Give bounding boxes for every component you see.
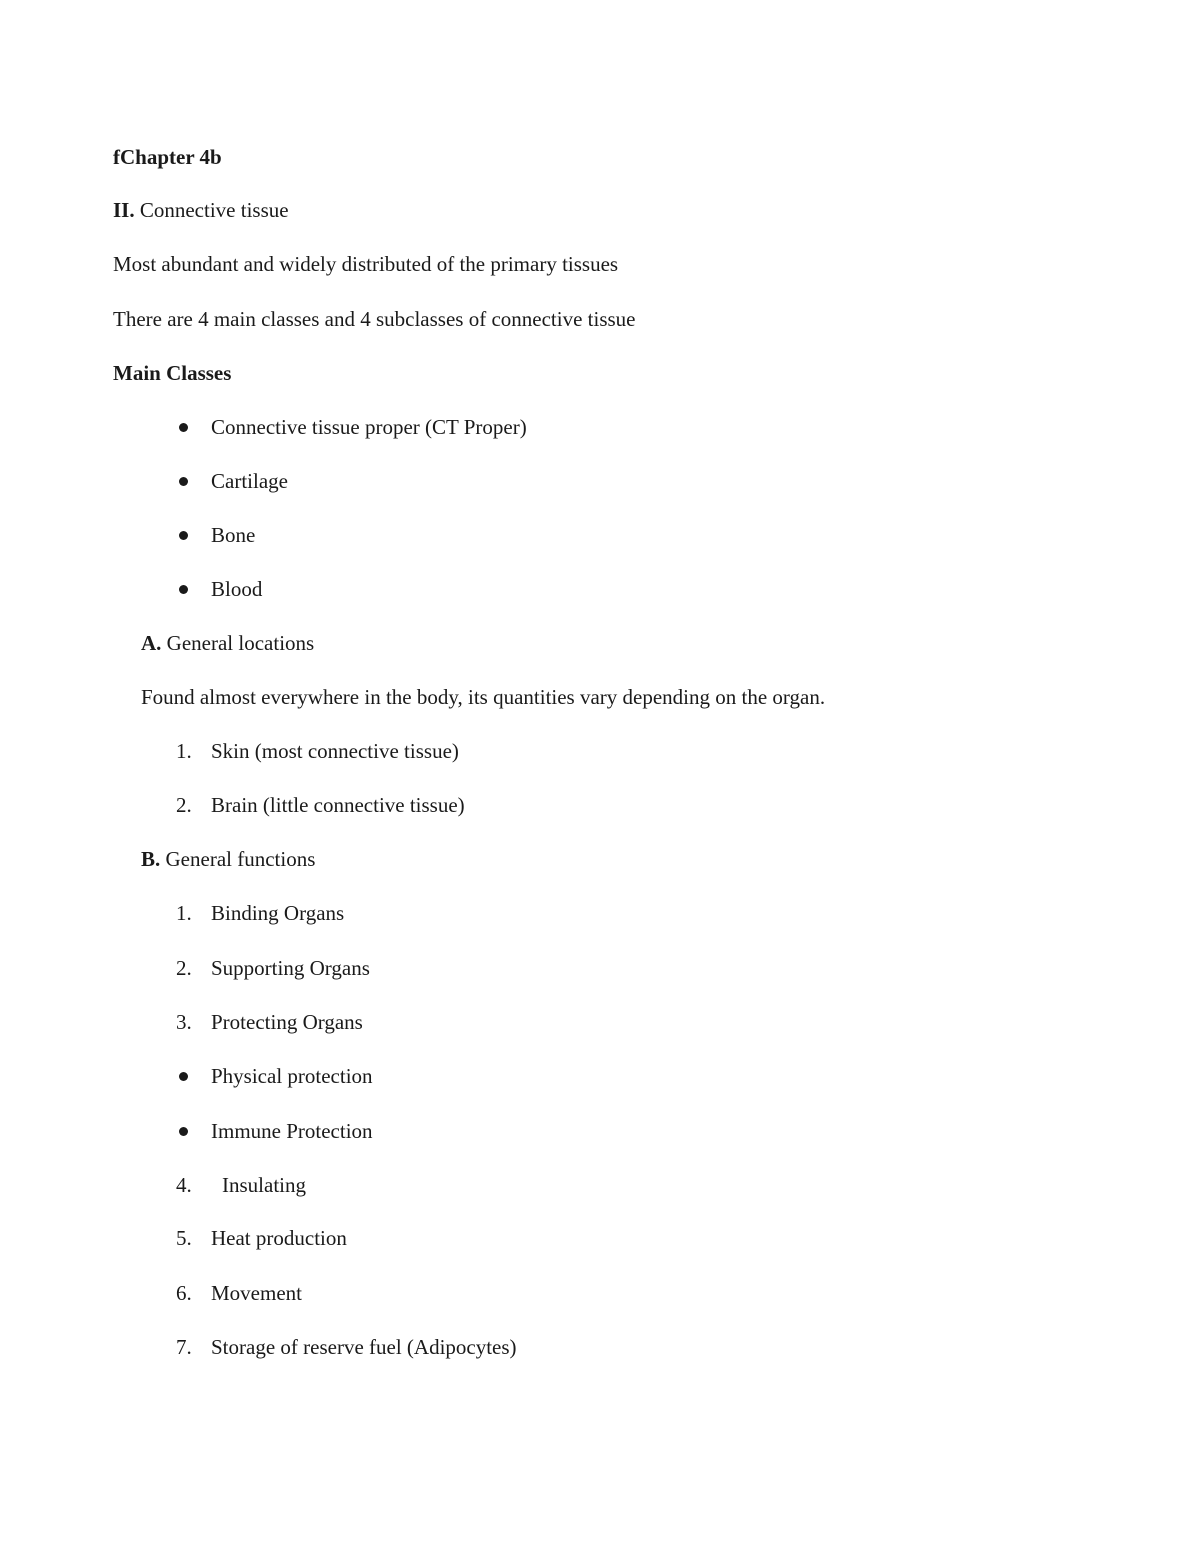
subsection-text: General functions — [165, 847, 316, 871]
subsection-text: General locations — [166, 631, 315, 655]
list-item-text: Brain (little connective tissue) — [211, 793, 465, 817]
list-number: 6. — [176, 1281, 192, 1305]
list-item-text: Heat production — [211, 1226, 347, 1250]
list-number: 2. — [176, 956, 192, 980]
section-label: II. — [113, 198, 135, 222]
general-locations-description: Found almost everywhere in the body, its quantities vary depending on the organ. — [141, 685, 826, 709]
general-functions-heading — [141, 847, 315, 871]
list-number: 1. — [176, 739, 192, 763]
list-item-text: Movement — [211, 1281, 302, 1305]
main-classes-heading: Main Classes — [113, 361, 232, 385]
subsection-label: A. — [141, 631, 162, 655]
intro-paragraph-1: Most abundant and widely distributed of the primary tissues — [113, 252, 619, 276]
list-item-text: Bone — [211, 523, 256, 547]
list-item-text: Immune Protection — [211, 1119, 373, 1143]
list-item-text: Connective tissue proper (CT Proper) — [211, 415, 527, 439]
bullet-icon — [179, 531, 188, 540]
list-item-text: Cartilage — [211, 469, 288, 493]
list-item-text: Blood — [211, 577, 263, 601]
subsection-label: B. — [141, 847, 161, 871]
document-title: fChapter 4b — [113, 145, 222, 169]
list-item-text: Skin (most connective tissue) — [211, 739, 459, 763]
list-item-text: Protecting Organs — [211, 1010, 363, 1034]
list-number: 7. — [176, 1335, 192, 1359]
list-number: 5. — [176, 1226, 192, 1250]
bullet-icon — [179, 1127, 188, 1136]
intro-paragraph-2: There are 4 main classes and 4 subclasses of connective tissue — [113, 307, 636, 331]
section-text: Connective tissue — [139, 198, 289, 222]
list-item-text: Supporting Organs — [211, 956, 370, 980]
list-item-text: Insulating — [222, 1173, 306, 1197]
list-number: 2. — [176, 793, 192, 817]
list-number: 4. — [176, 1173, 192, 1197]
list-number: 3. — [176, 1010, 192, 1034]
list-item-text: Physical protection — [211, 1064, 373, 1088]
bullet-icon — [179, 1072, 188, 1081]
bullet-icon — [179, 423, 188, 432]
bullet-icon — [179, 477, 188, 486]
bullet-icon — [179, 585, 188, 594]
general-locations-heading — [141, 631, 314, 655]
list-number: 1. — [176, 901, 192, 925]
section-heading — [113, 198, 289, 222]
list-item-text: Storage of reserve fuel (Adipocytes) — [211, 1335, 517, 1359]
list-item-text: Binding Organs — [211, 901, 345, 925]
